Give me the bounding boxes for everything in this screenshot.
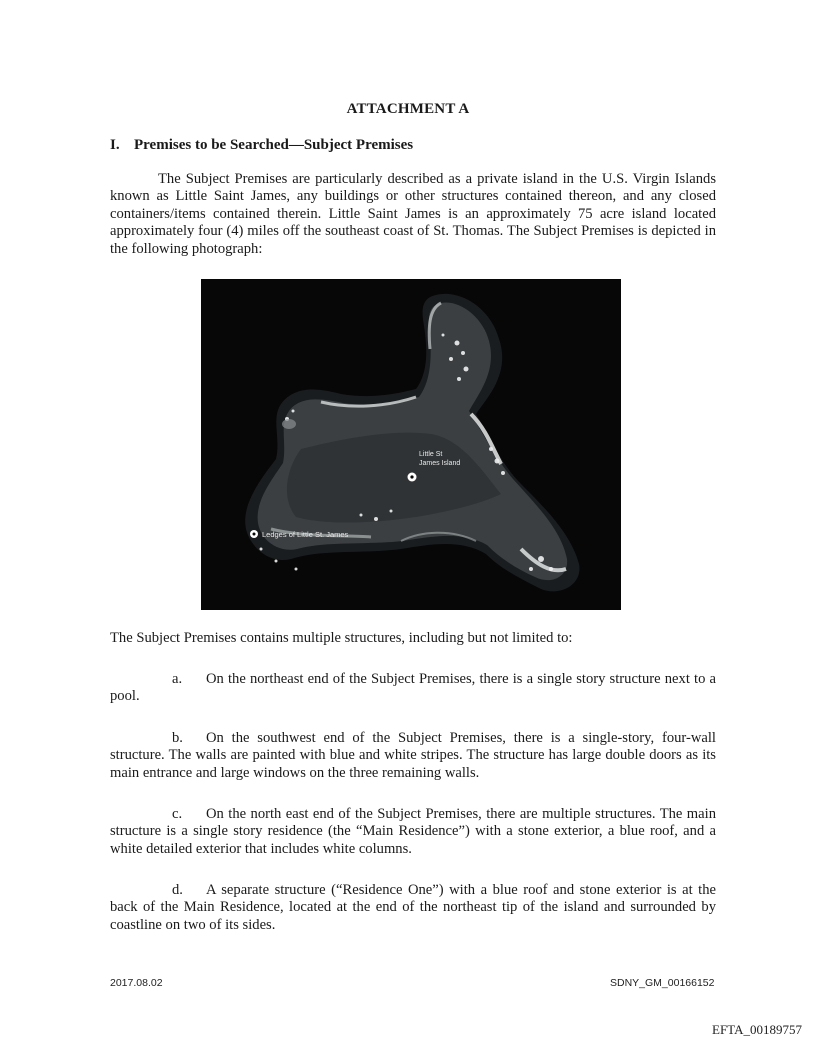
structures-intro: The Subject Premises contains multiple structures, including but not limited to:	[110, 630, 573, 646]
efta-stamp: EFTA_00189757	[712, 1022, 802, 1037]
list-item-text: A separate structure (“Residence One”) with a blue roof and stone exterior is at the back of the Main Residence, located at the end of the northeast tip of the island and surrounded by coastline on two of its sides.	[110, 882, 716, 933]
document-heading: ATTACHMENT A	[346, 101, 470, 117]
footer-bates-number: SDNY_GM_00166152	[610, 977, 715, 989]
list-item-label: c.	[172, 806, 183, 822]
footer-date: 2017.08.02	[110, 977, 163, 989]
island-map-label-line1: Little St	[419, 451, 443, 458]
list-item	[110, 671, 716, 706]
section-title: Premises to be Searched—Subject Premises	[134, 137, 414, 153]
list-item-text: On the northeast end of the Subject Premises, there is a single story structure next to a pool.	[110, 671, 716, 705]
island-map-label-line2: James Island	[419, 460, 461, 467]
ledges-map-label: Ledges of Little St. James	[262, 530, 349, 539]
island-photograph	[201, 279, 621, 610]
section-number: I.	[110, 137, 120, 153]
list-item	[110, 806, 716, 858]
list-item-label: b.	[172, 730, 183, 746]
list-item-label: a.	[172, 671, 183, 687]
list-item-text: On the north east end of the Subject Premises, there are multiple structures. The main structure is a single story residence (the “Main Residence”) with a stone exterior, a blue roof, and a white detailed exterior that includes white columns.	[110, 806, 716, 857]
list-item	[110, 882, 716, 934]
list-item	[110, 730, 716, 782]
intro-paragraph: The Subject Premises are particularly described as a private island in the U.S. Virgin Islands known as Little Saint James, any buildings or other structures contained thereon, and any closed containers/items contained therein. Little Saint James is an approximately 75 acre island located approximately four (4) miles off the southeast coast of St. Thomas. The Subject Premises is depicted in the following photograph:	[110, 171, 716, 257]
section-heading	[110, 137, 413, 154]
list-item-label: d.	[172, 882, 183, 898]
list-item-text: On the southwest end of the Subject Premises, there is a single-story, four-wall structure. The walls are painted with blue and white stripes. The structure has large double doors as its main entrance and large windows on the three remaining walls.	[110, 730, 716, 781]
